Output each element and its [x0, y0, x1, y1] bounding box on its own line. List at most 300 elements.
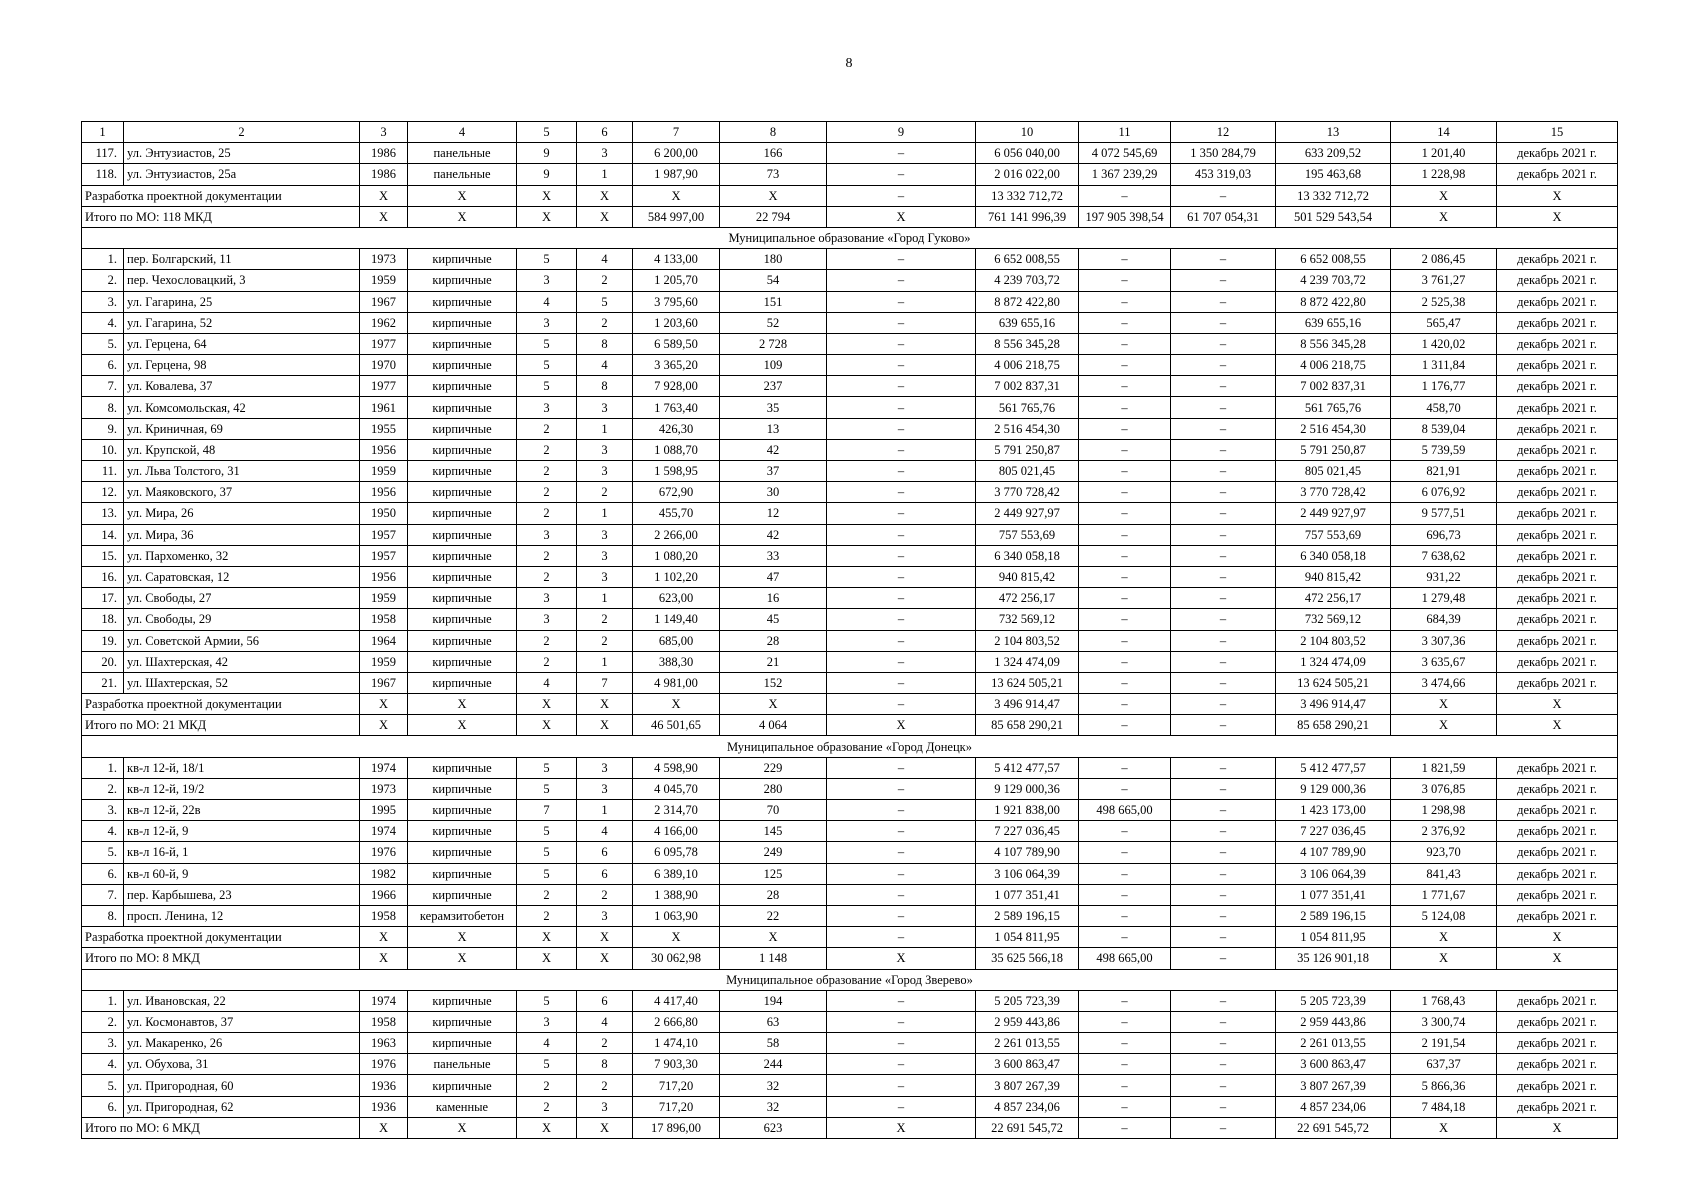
table-cell: –: [827, 524, 976, 545]
table-cell: –: [1171, 1054, 1276, 1075]
table-cell: –: [1079, 249, 1171, 270]
table-cell: декабрь 2021 г.: [1497, 397, 1618, 418]
table-cell: 2: [517, 482, 577, 503]
table-cell: –: [827, 143, 976, 164]
table-cell: декабрь 2021 г.: [1497, 418, 1618, 439]
table-cell: кв-л 16-й, 1: [124, 842, 360, 863]
table-cell: X: [1497, 694, 1618, 715]
table-cell: 455,70: [633, 503, 720, 524]
table-cell: –: [1171, 439, 1276, 460]
table-cell: 4 857 234,06: [1276, 1096, 1391, 1117]
table-cell: кирпичные: [408, 757, 517, 778]
table-cell: ул. Свободы, 29: [124, 609, 360, 630]
table-cell: 1962: [360, 312, 408, 333]
table-cell: декабрь 2021 г.: [1497, 609, 1618, 630]
table-cell: –: [1171, 270, 1276, 291]
table-cell: 1 350 284,79: [1171, 143, 1276, 164]
table-cell: 6: [577, 990, 633, 1011]
table-cell: 1995: [360, 800, 408, 821]
table-cell: –: [827, 842, 976, 863]
table-cell: 5: [517, 249, 577, 270]
table-cell: –: [827, 291, 976, 312]
table-cell: 3: [577, 397, 633, 418]
table-cell: 458,70: [1391, 397, 1497, 418]
table-cell: 1 423 173,00: [1276, 800, 1391, 821]
table-cell: 3 300,74: [1391, 1011, 1497, 1032]
table-cell: 5: [517, 1054, 577, 1075]
table-cell: кв-л 12-й, 18/1: [124, 757, 360, 778]
table-cell: –: [1079, 439, 1171, 460]
table-cell: 1 324 474,09: [1276, 651, 1391, 672]
table-cell: 1950: [360, 503, 408, 524]
table-cell: X: [577, 185, 633, 206]
column-number-cell: 2: [124, 122, 360, 143]
table-cell: декабрь 2021 г.: [1497, 757, 1618, 778]
table-cell: декабрь 2021 г.: [1497, 566, 1618, 587]
table-row: [82, 842, 1618, 863]
table-cell: 2: [577, 1075, 633, 1096]
table-cell: 35 625 566,18: [976, 948, 1079, 969]
table-cell: –: [827, 376, 976, 397]
table-cell: 3: [517, 397, 577, 418]
table-cell: 1956: [360, 482, 408, 503]
table-cell: 1 088,70: [633, 439, 720, 460]
table-cell: 9: [517, 143, 577, 164]
table-cell: –: [1171, 418, 1276, 439]
table-cell: 923,70: [1391, 842, 1497, 863]
table-cell: 3 106 064,39: [1276, 863, 1391, 884]
table-cell: 180: [720, 249, 827, 270]
table-cell: 498 665,00: [1079, 948, 1171, 969]
table-cell: X: [1497, 948, 1618, 969]
table-cell: ул. Энтузиастов, 25: [124, 143, 360, 164]
table-row: [82, 418, 1618, 439]
table-cell: 46 501,65: [633, 715, 720, 736]
table-cell: 1 149,40: [633, 609, 720, 630]
table-cell: 14.: [82, 524, 124, 545]
table-cell: 9 129 000,36: [976, 778, 1079, 799]
design-label: Разработка проектной документации: [82, 694, 360, 715]
table-cell: декабрь 2021 г.: [1497, 249, 1618, 270]
table-cell: 2: [517, 418, 577, 439]
table-cell: декабрь 2021 г.: [1497, 482, 1618, 503]
table-cell: 1964: [360, 630, 408, 651]
table-cell: 166: [720, 143, 827, 164]
table-cell: декабрь 2021 г.: [1497, 355, 1618, 376]
table-cell: 3: [577, 524, 633, 545]
table-cell: 3 307,36: [1391, 630, 1497, 651]
table-cell: 5: [517, 778, 577, 799]
table-cell: 1.: [82, 249, 124, 270]
table-cell: –: [1171, 566, 1276, 587]
table-cell: 5 412 477,57: [976, 757, 1079, 778]
table-cell: 637,37: [1391, 1054, 1497, 1075]
table-cell: X: [577, 206, 633, 227]
table-cell: ул. Пригородная, 62: [124, 1096, 360, 1117]
table-cell: 1: [577, 651, 633, 672]
table-cell: –: [827, 249, 976, 270]
table-cell: –: [827, 1075, 976, 1096]
table-cell: –: [827, 185, 976, 206]
table-cell: 2: [517, 630, 577, 651]
table-cell: кирпичные: [408, 588, 517, 609]
table-cell: 2 959 443,86: [976, 1011, 1079, 1032]
table-cell: 7 002 837,31: [976, 376, 1079, 397]
table-cell: 2: [517, 884, 577, 905]
table-cell: 1936: [360, 1096, 408, 1117]
table-cell: декабрь 2021 г.: [1497, 461, 1618, 482]
table-cell: 1 077 351,41: [976, 884, 1079, 905]
table-cell: ул. Герцена, 98: [124, 355, 360, 376]
table-cell: –: [827, 1054, 976, 1075]
table-cell: 195 463,68: [1276, 164, 1391, 185]
table-cell: 8.: [82, 905, 124, 926]
table-cell: 3 474,66: [1391, 672, 1497, 693]
table-cell: 1 821,59: [1391, 757, 1497, 778]
table-cell: –: [1171, 1117, 1276, 1138]
section-title-row: [82, 227, 1618, 248]
table-row: [82, 524, 1618, 545]
table-cell: 561 765,76: [976, 397, 1079, 418]
table-cell: –: [1079, 1096, 1171, 1117]
table-cell: –: [1079, 842, 1171, 863]
table-cell: ул. Шахтерская, 52: [124, 672, 360, 693]
table-cell: 6 340 058,18: [1276, 545, 1391, 566]
table-cell: –: [1171, 545, 1276, 566]
table-cell: 2 261 013,55: [976, 1033, 1079, 1054]
table-cell: X: [1391, 694, 1497, 715]
table-cell: X: [827, 206, 976, 227]
table-cell: –: [1079, 1054, 1171, 1075]
table-cell: ул. Пархоменко, 32: [124, 545, 360, 566]
table-cell: кирпичные: [408, 376, 517, 397]
total-row: [82, 1117, 1618, 1138]
table-cell: декабрь 2021 г.: [1497, 1096, 1618, 1117]
table-cell: –: [1079, 715, 1171, 736]
table-cell: 1982: [360, 863, 408, 884]
table-cell: 1973: [360, 778, 408, 799]
table-cell: декабрь 2021 г.: [1497, 503, 1618, 524]
table-cell: панельные: [408, 164, 517, 185]
table-row: [82, 545, 1618, 566]
table-cell: 42: [720, 524, 827, 545]
table-cell: декабрь 2021 г.: [1497, 884, 1618, 905]
table-cell: X: [408, 694, 517, 715]
table-cell: 472 256,17: [976, 588, 1079, 609]
table-cell: 32: [720, 1096, 827, 1117]
table-cell: X: [577, 1117, 633, 1138]
table-cell: –: [827, 1033, 976, 1054]
table-cell: 9: [517, 164, 577, 185]
table-cell: 1959: [360, 461, 408, 482]
table-cell: –: [827, 630, 976, 651]
table-cell: 1 388,90: [633, 884, 720, 905]
table-cell: –: [827, 821, 976, 842]
table-cell: 2: [577, 270, 633, 291]
table-cell: X: [517, 948, 577, 969]
table-cell: декабрь 2021 г.: [1497, 1075, 1618, 1096]
table-cell: 3 496 914,47: [976, 694, 1079, 715]
section-title: Муниципальное образование «Город Донецк»: [82, 736, 1618, 757]
table-cell: ул. Саратовская, 12: [124, 566, 360, 587]
table-cell: 13 624 505,21: [976, 672, 1079, 693]
table-cell: 3 600 863,47: [1276, 1054, 1391, 1075]
table-cell: –: [1171, 715, 1276, 736]
table-cell: –: [827, 312, 976, 333]
table-cell: 1 054 811,95: [976, 927, 1079, 948]
table-cell: 1 063,90: [633, 905, 720, 926]
column-number-cell: 13: [1276, 122, 1391, 143]
table-cell: 8.: [82, 397, 124, 418]
table-cell: X: [1391, 948, 1497, 969]
table-cell: 54: [720, 270, 827, 291]
table-cell: 623,00: [633, 588, 720, 609]
table-cell: 30: [720, 482, 827, 503]
table-row: [82, 164, 1618, 185]
table-cell: 5: [517, 821, 577, 842]
table-cell: декабрь 2021 г.: [1497, 291, 1618, 312]
table-cell: ул. Гагарина, 52: [124, 312, 360, 333]
table-cell: –: [1079, 694, 1171, 715]
table-cell: 7 903,30: [633, 1054, 720, 1075]
table-row: [82, 630, 1618, 651]
table-cell: 1976: [360, 842, 408, 863]
table-cell: ул. Крупской, 48: [124, 439, 360, 460]
table-cell: 3: [517, 312, 577, 333]
table-cell: 931,22: [1391, 566, 1497, 587]
table-cell: 4: [577, 1011, 633, 1032]
table-cell: X: [1497, 927, 1618, 948]
table-cell: 3 770 728,42: [1276, 482, 1391, 503]
table-cell: ул. Гагарина, 25: [124, 291, 360, 312]
table-cell: 1976: [360, 1054, 408, 1075]
table-cell: 8 872 422,80: [1276, 291, 1391, 312]
column-number-cell: 14: [1391, 122, 1497, 143]
table-cell: 8 539,04: [1391, 418, 1497, 439]
table-cell: 1 201,40: [1391, 143, 1497, 164]
table-cell: кирпичные: [408, 270, 517, 291]
table-cell: 32: [720, 1075, 827, 1096]
table-cell: 633 209,52: [1276, 143, 1391, 164]
table-cell: 3 496 914,47: [1276, 694, 1391, 715]
table-cell: 821,91: [1391, 461, 1497, 482]
table-cell: X: [408, 206, 517, 227]
table-cell: кирпичные: [408, 863, 517, 884]
table-cell: 7 484,18: [1391, 1096, 1497, 1117]
table-cell: –: [1171, 651, 1276, 672]
table-cell: 13 624 505,21: [1276, 672, 1391, 693]
table-cell: 15.: [82, 545, 124, 566]
table-cell: 17 896,00: [633, 1117, 720, 1138]
table-cell: декабрь 2021 г.: [1497, 376, 1618, 397]
table-cell: –: [1079, 672, 1171, 693]
table-cell: 3 635,67: [1391, 651, 1497, 672]
table-row: [82, 588, 1618, 609]
table-cell: 672,90: [633, 482, 720, 503]
table-cell: 4: [577, 249, 633, 270]
table-cell: декабрь 2021 г.: [1497, 990, 1618, 1011]
table-cell: 33: [720, 545, 827, 566]
table-cell: X: [1391, 185, 1497, 206]
table-cell: X: [1497, 185, 1618, 206]
table-cell: 197 905 398,54: [1079, 206, 1171, 227]
table-cell: X: [408, 948, 517, 969]
table-cell: X: [517, 206, 577, 227]
table-cell: 1 768,43: [1391, 990, 1497, 1011]
table-cell: 2 104 803,52: [1276, 630, 1391, 651]
table-cell: 47: [720, 566, 827, 587]
table-row: [82, 1096, 1618, 1117]
column-number-cell: 8: [720, 122, 827, 143]
table-cell: –: [1171, 249, 1276, 270]
table-row: [82, 355, 1618, 376]
table-cell: 1974: [360, 821, 408, 842]
table-cell: 1958: [360, 905, 408, 926]
table-cell: 4 239 703,72: [1276, 270, 1391, 291]
table-cell: –: [827, 333, 976, 354]
table-cell: 4: [577, 355, 633, 376]
table-cell: 13: [720, 418, 827, 439]
table-cell: декабрь 2021 г.: [1497, 821, 1618, 842]
table-cell: 685,00: [633, 630, 720, 651]
table-cell: панельные: [408, 1054, 517, 1075]
table-cell: декабрь 2021 г.: [1497, 842, 1618, 863]
table-cell: 1 298,98: [1391, 800, 1497, 821]
table-cell: ул. Обухова, 31: [124, 1054, 360, 1075]
table-cell: 30 062,98: [633, 948, 720, 969]
table-cell: 5: [577, 291, 633, 312]
table-cell: –: [827, 164, 976, 185]
table-row: [82, 482, 1618, 503]
table-cell: 125: [720, 863, 827, 884]
table-row: [82, 333, 1618, 354]
table-cell: 19.: [82, 630, 124, 651]
table-cell: 2: [517, 545, 577, 566]
table-row: [82, 672, 1618, 693]
table-cell: 28: [720, 630, 827, 651]
table-cell: –: [1171, 1096, 1276, 1117]
table-cell: –: [1079, 482, 1171, 503]
table-cell: 1956: [360, 566, 408, 587]
table-cell: 2: [577, 482, 633, 503]
table-cell: ул. Мира, 26: [124, 503, 360, 524]
table-cell: 6 200,00: [633, 143, 720, 164]
table-cell: 6 076,92: [1391, 482, 1497, 503]
table-cell: –: [1171, 842, 1276, 863]
section-title: Муниципальное образование «Город Гуково»: [82, 227, 1618, 248]
table-cell: 2: [577, 609, 633, 630]
table-row: [82, 291, 1618, 312]
table-row: [82, 461, 1618, 482]
table-cell: 1959: [360, 588, 408, 609]
table-cell: –: [1171, 948, 1276, 969]
table-cell: 761 141 996,39: [976, 206, 1079, 227]
table-cell: 1974: [360, 990, 408, 1011]
table-cell: 5: [517, 990, 577, 1011]
table-cell: –: [1079, 185, 1171, 206]
table-row: [82, 249, 1618, 270]
table-cell: 3: [577, 439, 633, 460]
table-cell: –: [1079, 651, 1171, 672]
column-number-cell: 6: [577, 122, 633, 143]
table-cell: декабрь 2021 г.: [1497, 651, 1618, 672]
table-cell: 6: [577, 863, 633, 884]
table-cell: кирпичные: [408, 651, 517, 672]
column-number-cell: 5: [517, 122, 577, 143]
table-cell: 70: [720, 800, 827, 821]
table-cell: 2: [577, 630, 633, 651]
table-cell: 2: [517, 461, 577, 482]
table-cell: 1 598,95: [633, 461, 720, 482]
table-cell: 8: [577, 333, 633, 354]
table-cell: 1986: [360, 143, 408, 164]
table-cell: 472 256,17: [1276, 588, 1391, 609]
table-cell: 3: [517, 588, 577, 609]
table-cell: 52: [720, 312, 827, 333]
table-cell: 20.: [82, 651, 124, 672]
table-cell: 2 449 927,97: [976, 503, 1079, 524]
table-cell: –: [827, 757, 976, 778]
table-cell: 9 129 000,36: [1276, 778, 1391, 799]
table-row: [82, 757, 1618, 778]
table-cell: 8: [577, 1054, 633, 1075]
table-cell: 2: [577, 884, 633, 905]
table-cell: ул. Свободы, 27: [124, 588, 360, 609]
table-cell: декабрь 2021 г.: [1497, 778, 1618, 799]
table-cell: 1 077 351,41: [1276, 884, 1391, 905]
table-cell: 8 872 422,80: [976, 291, 1079, 312]
table-cell: –: [1171, 503, 1276, 524]
table-cell: 2 449 927,97: [1276, 503, 1391, 524]
table-cell: 623: [720, 1117, 827, 1138]
table-cell: ул. Маяковского, 37: [124, 482, 360, 503]
table-cell: 16.: [82, 566, 124, 587]
table-cell: 3 807 267,39: [1276, 1075, 1391, 1096]
table-cell: 1957: [360, 545, 408, 566]
table-row: [82, 270, 1618, 291]
table-cell: X: [360, 715, 408, 736]
table-cell: –: [1079, 609, 1171, 630]
table-cell: –: [1171, 185, 1276, 206]
table-cell: 2: [517, 503, 577, 524]
table-cell: 2 525,38: [1391, 291, 1497, 312]
table-cell: 7 227 036,45: [976, 821, 1079, 842]
table-row: [82, 566, 1618, 587]
table-cell: –: [1079, 1033, 1171, 1054]
table-cell: 757 553,69: [1276, 524, 1391, 545]
table-cell: X: [517, 694, 577, 715]
table-cell: 1974: [360, 757, 408, 778]
table-cell: кирпичные: [408, 312, 517, 333]
table-cell: 1: [577, 418, 633, 439]
table-cell: 8: [577, 376, 633, 397]
table-cell: 2 516 454,30: [976, 418, 1079, 439]
table-row: [82, 990, 1618, 1011]
table-cell: 1 311,84: [1391, 355, 1497, 376]
table-cell: ул. Советской Армии, 56: [124, 630, 360, 651]
table-cell: –: [1079, 291, 1171, 312]
table-cell: –: [1079, 757, 1171, 778]
table-cell: кирпичные: [408, 1033, 517, 1054]
table-cell: кирпичные: [408, 800, 517, 821]
table-cell: ул. Пригородная, 60: [124, 1075, 360, 1096]
table-cell: 249: [720, 842, 827, 863]
table-cell: X: [720, 694, 827, 715]
table-cell: 3: [517, 609, 577, 630]
table-cell: ул. Шахтерская, 42: [124, 651, 360, 672]
table-cell: 5 739,59: [1391, 439, 1497, 460]
table-cell: 5.: [82, 333, 124, 354]
